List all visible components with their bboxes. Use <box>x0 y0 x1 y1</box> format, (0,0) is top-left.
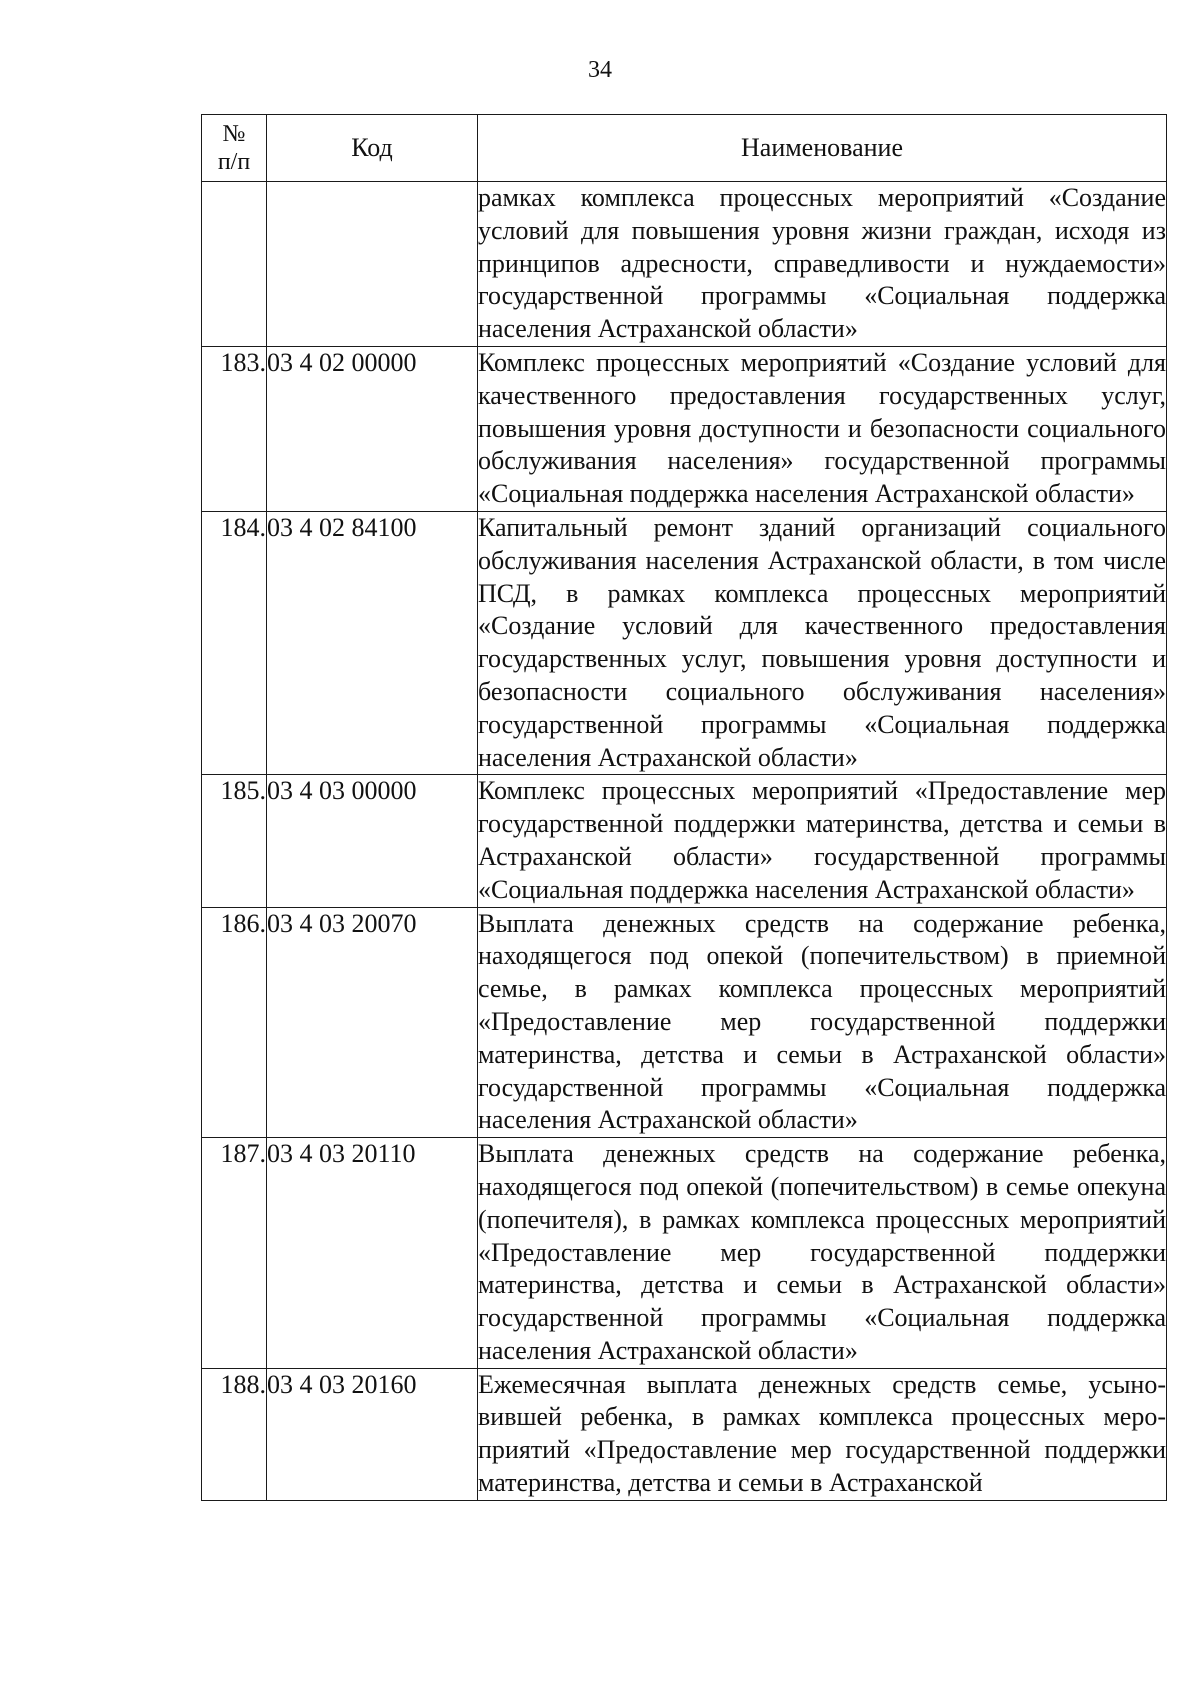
row-code: 03 4 03 20070 <box>267 907 478 1138</box>
row-code: 03 4 03 00000 <box>267 775 478 907</box>
table-row <box>202 182 1167 347</box>
row-name: Выплата денежных средств на содержание ребенка, находящегося под опекой (попечительством) в семье опекуна (попечителя), в рамках комплекса процессных мероприятий «Предоставление мер государственной поддержки материнства, детства и семьи в Астраханской области» государственной программы «Социальная поддержка населения Астраханской области» <box>478 1138 1167 1369</box>
header-name: Наименование <box>478 115 1167 182</box>
table-header <box>202 115 1167 182</box>
table-row <box>202 511 1167 774</box>
header-row <box>202 115 1167 182</box>
row-name: рамках комплекса процессных мероприятий «Создание условий для повышения уровня жизни граждан, исходя из принципов адресности, справедливости и нуждаемости» государственной программы «Социальная поддержка населения Астраханской области» <box>478 182 1167 347</box>
table-row <box>202 907 1167 1138</box>
row-code: 03 4 03 20110 <box>267 1138 478 1369</box>
budget-classification-table <box>201 114 1167 1501</box>
header-code: Код <box>267 115 478 182</box>
header-num <box>202 115 267 182</box>
row-num: 186. <box>202 907 267 1138</box>
row-code: 03 4 02 00000 <box>267 346 478 511</box>
row-name: Капитальный ремонт зданий организаций социального обслуживания населения Астраханской области, в том числе ПСД, в рамках комплекса процессных мероприятий «Создание условий для качественного предоставления государственных услуг, повышения уровня доступности и безопасности социального обслуживания населения» государственной программы «Социальная поддержка населения Астраханской области» <box>478 511 1167 774</box>
row-num: 184. <box>202 511 267 774</box>
header-num-abbrev: п/п <box>217 149 251 175</box>
table-row <box>202 1368 1167 1500</box>
row-name: Выплата денежных средств на содержание ребенка, находящегося под опекой (попечительством) в приемной семье, в рамках комплекса процессных мероприятий «Предоставление мер государственной поддержки материнства, детства и семьи в Астраханской области» государственной программы «Социальная поддержка населения Астраханской области» <box>478 907 1167 1138</box>
row-name: Комплекс процессных мероприятий «Предоставление мер государственной поддержки материнства, детства и семьи в Астраханской области» государственной программы «Социальная поддержка населения Астраханской области» <box>478 775 1167 907</box>
table-row <box>202 775 1167 907</box>
row-code <box>267 182 478 347</box>
row-num: 188. <box>202 1368 267 1500</box>
row-code: 03 4 03 20160 <box>267 1368 478 1500</box>
row-num: 187. <box>202 1138 267 1369</box>
table-body <box>202 182 1167 1501</box>
row-num: 183. <box>202 346 267 511</box>
row-num <box>202 182 267 347</box>
row-name: Комплекс процессных мероприятий «Создание условий для качественного предоставления государственных услуг, повышения уровня доступности и безопасности социального обслуживания населения» государственной программы «Социальная поддержка населения Астраханской области» <box>478 346 1167 511</box>
row-num: 185. <box>202 775 267 907</box>
table-row <box>202 1138 1167 1369</box>
row-code: 03 4 02 84100 <box>267 511 478 774</box>
row-name: Ежемесячная выплата денежных средств семье, усыновившей ребенка, в рамках комплекса процессных мероприятий «Предоставление мер государственной поддержки материнства, детства и семьи в Астраханской <box>478 1368 1167 1500</box>
page-number: 34 <box>588 57 612 83</box>
header-num-symbol: № <box>222 121 246 147</box>
table-row <box>202 346 1167 511</box>
